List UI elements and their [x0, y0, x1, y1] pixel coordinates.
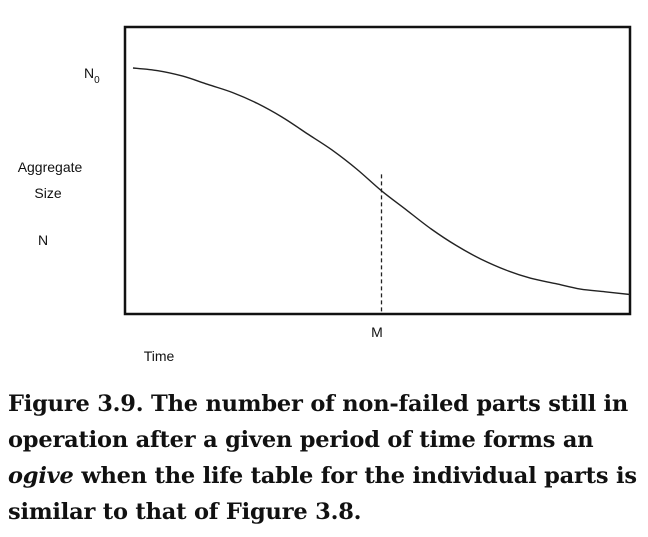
caption-part-2: when the life table for the individual parts is similar to that of Figure 3.8. [8, 463, 637, 525]
y-axis-label-line-1: Aggregate [17, 159, 83, 175]
plot-frame [125, 27, 630, 314]
n0-label: $N_0$ [84, 65, 100, 86]
n0-subscript: 0 [94, 75, 100, 86]
marker-label-m: M [371, 324, 383, 340]
caption-part-1: Figure 3.9. The number of non-failed parts still in operation after a given period of time forms an [8, 391, 629, 453]
y-axis-label-line-2: Size [34, 185, 62, 201]
x-axis-label: Time [143, 348, 175, 364]
series-layer [133, 68, 630, 314]
caption-emphasis: ogive [8, 463, 74, 489]
y-axis-symbol: N [37, 232, 49, 248]
figure-caption [8, 386, 640, 530]
